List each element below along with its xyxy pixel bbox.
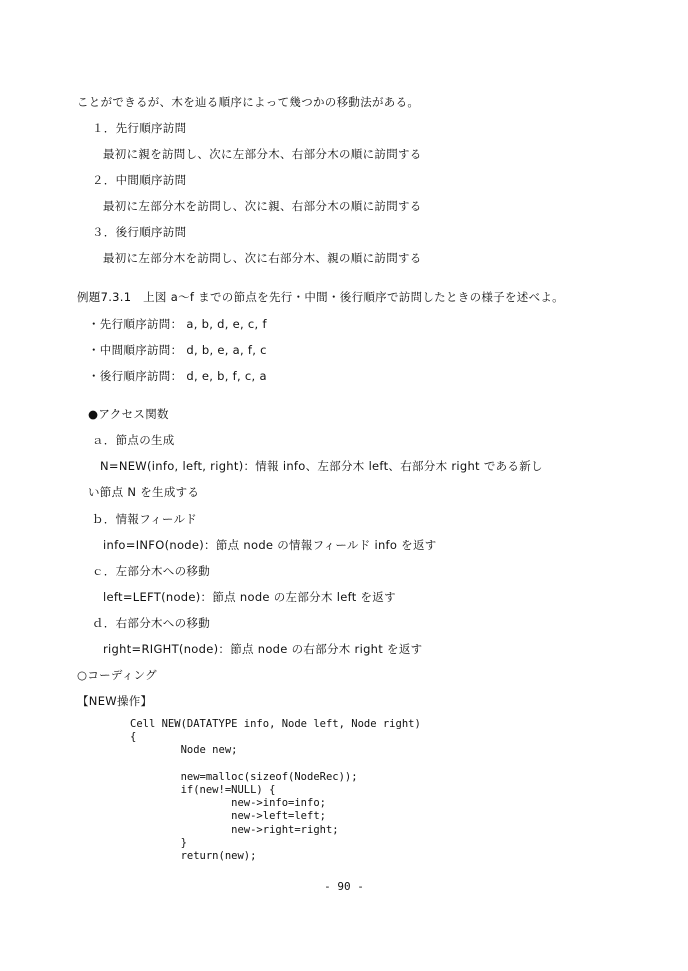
example-answer-inorder: ・中間順序訪問： d, b, e, a, f, c — [88, 343, 267, 357]
code-line: return(new); — [130, 849, 257, 862]
access-heading: ●アクセス関数 — [88, 407, 169, 421]
access-item-c-title: ｃ．左部分木への移動 — [92, 564, 210, 578]
access-item-a-desc: N=NEW(info, left, right)：情報 info、左部分木 left、右部分木 right である新し — [100, 459, 543, 473]
access-item-b-title: ｂ．情報フィールド — [92, 512, 198, 526]
order-desc-postorder: 最初に左部分木を訪問し、次に右部分木、親の順に訪問する — [103, 251, 422, 265]
example-title: 例題7.3.1 上図 a～f までの節点を先行・中間・後行順序で訪問したときの様子を述べよ。 — [77, 290, 564, 304]
code-line: Cell NEW(DATATYPE info, Node left, Node right) — [130, 718, 421, 730]
code-block — [130, 718, 421, 863]
code-line: { — [130, 731, 137, 744]
code-line: if(new!=NULL) { — [130, 783, 276, 796]
order-title-inorder: ２．中間順序訪問 — [92, 173, 187, 187]
access-item-d-title: ｄ．右部分木への移動 — [92, 616, 210, 630]
access-item-a-title: ａ．節点の生成 — [92, 433, 175, 447]
access-item-a-desc-cont: い節点 N を生成する — [88, 485, 200, 499]
access-item-d-desc: right=RIGHT(node)：節点 node の右部分木 right を返す — [103, 642, 423, 656]
order-desc-preorder: 最初に親を訪問し、次に左部分木、右部分木の順に訪問する — [103, 147, 422, 161]
code-line: new=malloc(sizeof(NodeRec)); — [130, 770, 358, 783]
order-desc-inorder: 最初に左部分木を訪問し、次に親、右部分木の順に訪問する — [103, 199, 422, 213]
page-number: - 90 - — [324, 880, 364, 893]
example-answer-postorder: ・後行順序訪問： d, e, b, f, c, a — [88, 369, 267, 383]
code-line: Node new; — [130, 744, 238, 757]
code-line — [130, 758, 421, 771]
order-title-preorder: １．先行順序訪問 — [92, 121, 187, 135]
example-answer-preorder: ・先行順序訪問： a, b, d, e, c, f — [88, 317, 267, 331]
code-line: new->left=left; — [130, 810, 326, 823]
intro-text: ことができるが、木を辿る順序によって幾つかの移動法がある。 — [77, 95, 420, 109]
new-operation-heading: 【NEW操作】 — [77, 694, 153, 708]
access-item-b-desc: info=INFO(node)：節点 node の情報フィールド info を返す — [103, 538, 437, 552]
code-line: } — [130, 836, 187, 849]
code-line: new->right=right; — [130, 823, 339, 836]
code-line: new->info=info; — [130, 797, 326, 810]
access-item-c-desc: left=LEFT(node)：節点 node の左部分木 left を返す — [103, 590, 396, 604]
order-title-postorder: ３．後行順序訪問 — [92, 225, 187, 239]
coding-heading: ○コーディング — [77, 668, 157, 682]
